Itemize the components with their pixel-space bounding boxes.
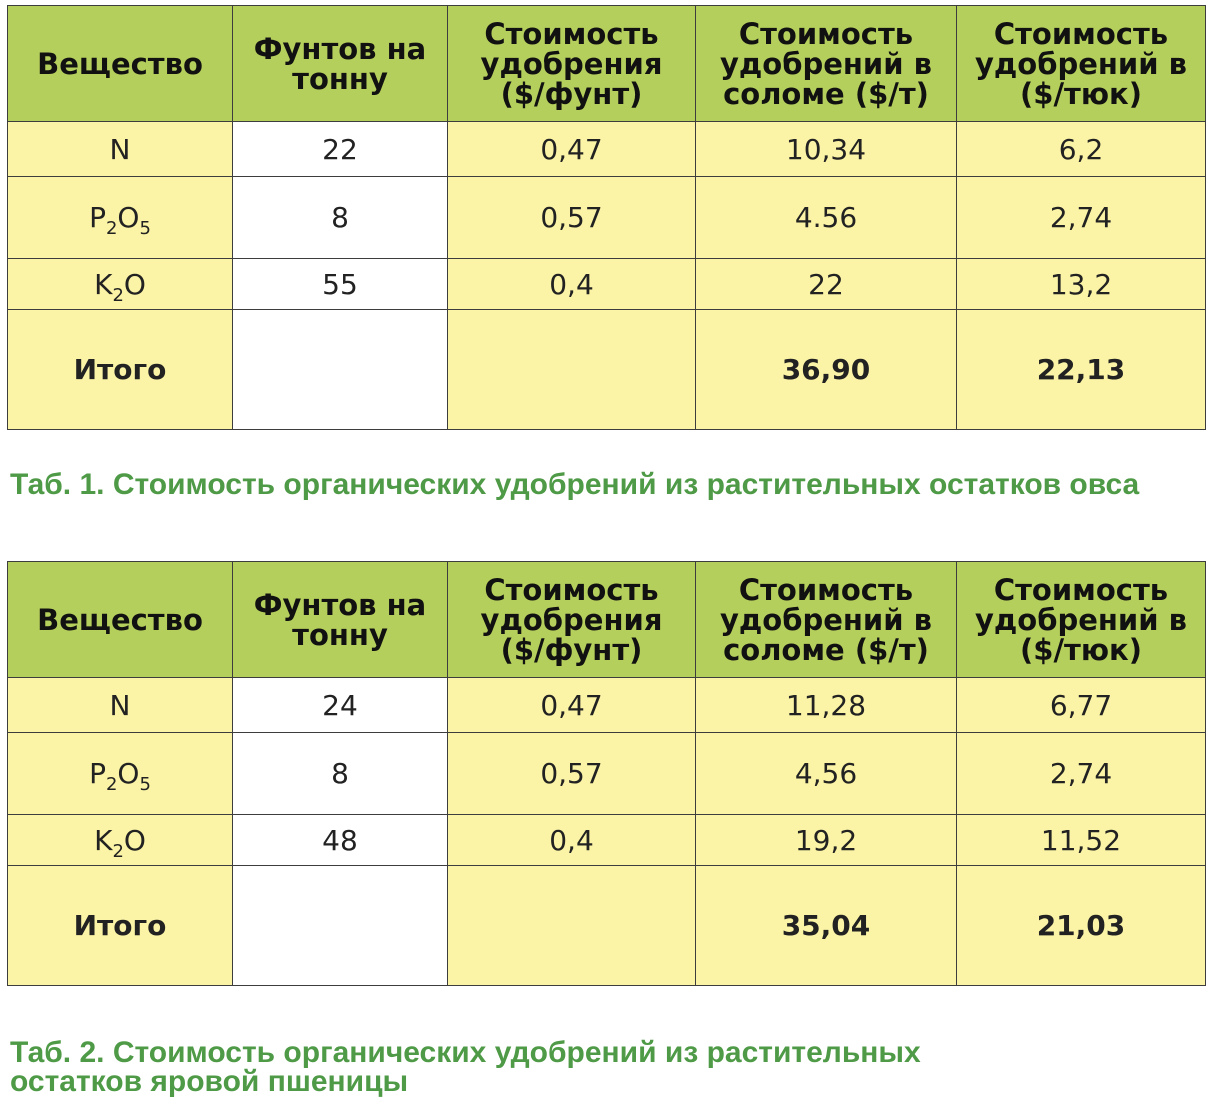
formula-subscript: 2 xyxy=(105,774,118,795)
formula-subscript: 2 xyxy=(112,284,124,306)
cost-per-bale-cell: 6,77 xyxy=(957,678,1206,733)
header-substance: Вещество xyxy=(8,6,233,122)
caption-line: Таб. 1. Стоимость органических удобрений из растительных остатков овса xyxy=(10,468,1140,501)
table-total-row xyxy=(8,866,1206,986)
table-row xyxy=(8,122,1206,177)
total-cost-per-ton: 36,90 xyxy=(696,310,957,430)
cost-per-bale-cell: 11,52 xyxy=(957,815,1206,866)
formula-element: O xyxy=(117,757,140,790)
cost-per-bale-cell: 2,74 xyxy=(957,733,1206,815)
table-row xyxy=(8,177,1206,259)
cost-per-ton-cell: 11,28 xyxy=(696,678,957,733)
header-lbs-per-ton: Фунтов на тонну xyxy=(233,6,448,122)
cost-per-ton-cell: 4,56 xyxy=(696,733,957,815)
substance-cell xyxy=(8,733,233,815)
formula-element: P xyxy=(89,757,106,790)
total-cost-per-bale: 22,13 xyxy=(957,310,1206,430)
total-price-per-lb-cell xyxy=(448,866,696,986)
cost-per-bale-cell: 13,2 xyxy=(957,259,1206,310)
price-per-lb-cell: 0,4 xyxy=(448,815,696,866)
price-per-lb-cell: 0,57 xyxy=(448,177,696,259)
table-row xyxy=(8,733,1206,815)
header-cost-per-ton: Стоимость удобрений в соломе ($/т) xyxy=(696,562,957,678)
total-price-per-lb-cell xyxy=(448,310,696,430)
cost-per-bale-cell: 2,74 xyxy=(957,177,1206,259)
formula-element: O xyxy=(123,823,146,857)
cost-per-ton-cell: 22 xyxy=(696,259,957,310)
header-cost-per-bale: Стоимость удобрений в ($/тюк) xyxy=(957,562,1206,678)
formula-subscript: 2 xyxy=(112,840,124,862)
caption-line: остатков яровой пшеницы xyxy=(10,1065,409,1098)
table-header-row xyxy=(8,6,1206,122)
table-row xyxy=(8,259,1206,310)
substance-cell xyxy=(8,815,233,866)
formula-element: K xyxy=(94,267,113,301)
header-price-per-lb: Стоимость удобрения ($/фунт) xyxy=(448,6,696,122)
table-header-row xyxy=(8,562,1206,678)
formula-element: O xyxy=(117,201,140,234)
lbs-per-ton-cell: 22 xyxy=(233,122,448,177)
fertilizer-table-oats xyxy=(7,5,1206,430)
total-label: Итого xyxy=(8,310,233,430)
total-cost-per-ton: 35,04 xyxy=(696,866,957,986)
lbs-per-ton-cell: 55 xyxy=(233,259,448,310)
header-cost-per-ton: Стоимость удобрений в соломе ($/т) xyxy=(696,6,957,122)
substance-cell: N xyxy=(8,678,233,733)
header-substance: Вещество xyxy=(8,562,233,678)
caption-line: Таб. 2. Стоимость органических удобрений из растительных xyxy=(10,1036,921,1069)
substance-cell xyxy=(8,177,233,259)
formula-element: O xyxy=(123,267,146,301)
cost-per-ton-cell: 4.56 xyxy=(696,177,957,259)
substance-cell xyxy=(8,259,233,310)
lbs-per-ton-cell: 8 xyxy=(233,733,448,815)
formula-subscript: 5 xyxy=(139,218,151,239)
table-total-row xyxy=(8,310,1206,430)
cost-per-ton-cell: 10,34 xyxy=(696,122,957,177)
total-cost-per-bale: 21,03 xyxy=(957,866,1206,986)
total-label: Итого xyxy=(8,866,233,986)
price-per-lb-cell: 0,47 xyxy=(448,678,696,733)
formula-subscript: 2 xyxy=(105,218,118,239)
table-row xyxy=(8,815,1206,866)
total-lbs-per-ton-cell xyxy=(233,866,448,986)
formula-subscript: 5 xyxy=(139,774,151,795)
table-caption-2 xyxy=(10,1038,921,1096)
formula-element: K xyxy=(94,823,113,857)
header-cost-per-bale: Стоимость удобрений в ($/тюк) xyxy=(957,6,1206,122)
table-row xyxy=(8,678,1206,733)
cost-per-bale-cell: 6,2 xyxy=(957,122,1206,177)
lbs-per-ton-cell: 8 xyxy=(233,177,448,259)
lbs-per-ton-cell: 24 xyxy=(233,678,448,733)
table-caption-1 xyxy=(10,470,1139,499)
price-per-lb-cell: 0,4 xyxy=(448,259,696,310)
header-lbs-per-ton: Фунтов на тонну xyxy=(233,562,448,678)
cost-per-ton-cell: 19,2 xyxy=(696,815,957,866)
fertilizer-table-spring-wheat xyxy=(7,561,1206,986)
price-per-lb-cell: 0,57 xyxy=(448,733,696,815)
total-lbs-per-ton-cell xyxy=(233,310,448,430)
substance-cell: N xyxy=(8,122,233,177)
formula-element: P xyxy=(89,201,106,234)
header-price-per-lb: Стоимость удобрения ($/фунт) xyxy=(448,562,696,678)
lbs-per-ton-cell: 48 xyxy=(233,815,448,866)
price-per-lb-cell: 0,47 xyxy=(448,122,696,177)
